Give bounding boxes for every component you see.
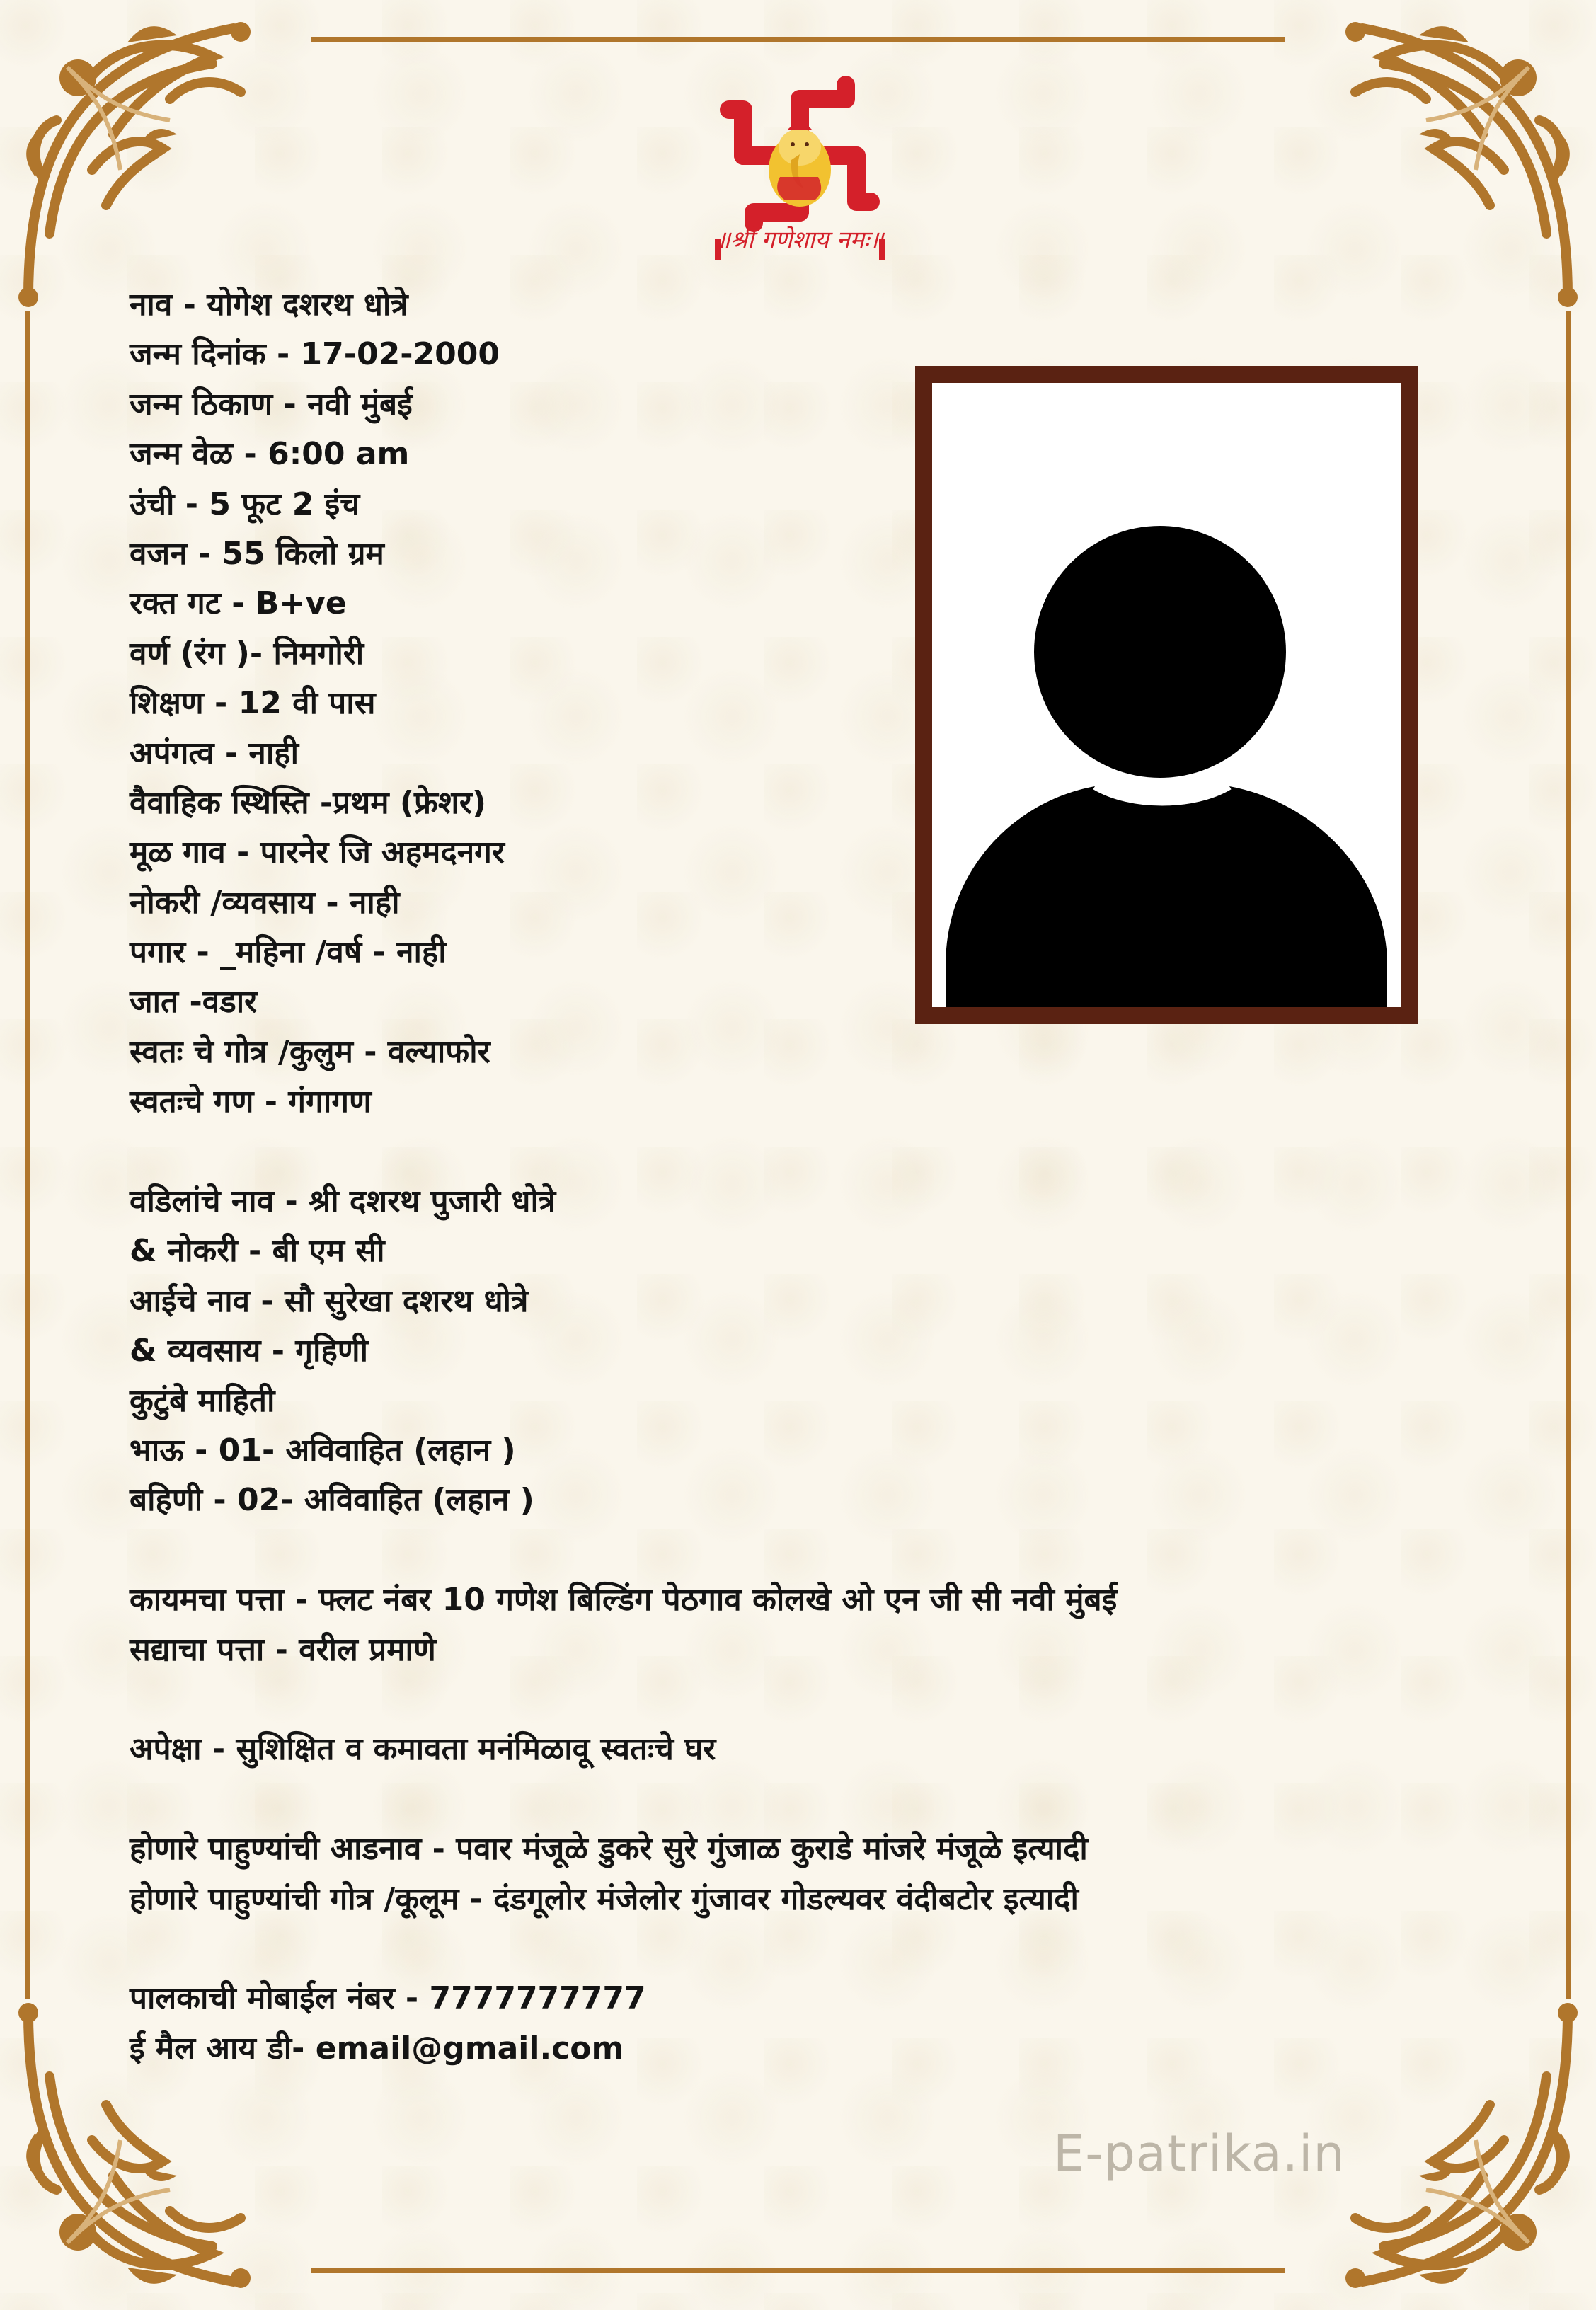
email-line: ई मैल आय डी- email@gmail.com [130,2030,624,2067]
current-address-line: सद्याचा पत्ता - वरील प्रमाणे [130,1631,436,1668]
brothers-line: भाऊ - 01- अविवाहित (लहान ) [130,1432,516,1469]
biodata-details [130,280,1276,2074]
logo-caption: ॥श्री गणेशाय नमः॥ [716,226,884,254]
father-name-line: वडिलांचे नाव - श्री दशरथ पुजारी धोत्रे [130,1183,556,1220]
corner-ornament-top-right [1263,0,1596,333]
section-gap [130,1526,1276,1575]
relatives-surnames-line: होणारे पाहुण्यांची आडनाव - पवार मंजूळे डुकरे सुरे गुंजाळ कुराडे मांजरे मंजूळे इत्यादी [130,1831,1088,1868]
family-info-heading: कुटुंबे माहिती [130,1382,275,1419]
father-job-line: & नोकरी - बी एम सी [130,1233,385,1270]
watermark: E-patrika.in [1053,2125,1345,2183]
birth-place-line: जन्म ठिकाण - नवी मुंबई [130,386,413,423]
gan-line: स्वतःचे गण - गंगागण [130,1084,372,1120]
section-gap [130,1924,1276,1974]
weight-line: वजन - 55 किलो ग्रम [130,535,384,572]
permanent-address-line: कायमचा पत्ता - फ्लट नंबर 10 गणेश बिल्डिंग पेठगाव कोलखे ओ एन जी सी नवी मुंबई [130,1582,1118,1619]
mother-occupation-line: & व्यवसाय - गृहिणी [130,1333,369,1369]
mother-name-line: आईचे नाव - सौ सुरेखा दशरथ धोत्रे [130,1282,529,1319]
salary-line: पगार - _महिना /वर्ष - नाही [130,934,447,971]
section-gap [130,1775,1276,1825]
native-place-line: मूळ गाव - पारनेर जि अहमदनगर [130,834,505,871]
section-gap [130,1127,1276,1177]
marital-status-line: वैवाहिक स्थिस्ति -प्रथम (फ्रेशर) [130,784,486,821]
name-line: नाव - योगेश दशरथ धोत्रे [130,287,408,323]
relatives-gotra-line: होणारे पाहुण्यांची गोत्र /कूलूम - दंडगूलोर मंजेलोर गुंजावर गोडल्यवर वंदीबटोर इत्यादी [130,1880,1079,1917]
section-gap [130,1675,1276,1725]
complexion-line: वर्ण (रंग )- निमगोरी [130,635,364,672]
parent-mobile-line: पालकाची मोबाईल नंबर - 7777777777 [130,1980,646,2017]
border-left-line [25,311,30,1999]
disability-line: अपंगत्व - नाही [130,735,299,771]
gotra-line: स्वतः चे गोत्र /कुलुम - वल्याफोर [130,1033,490,1070]
birth-date-line: जन्म दिनांक - 17-02-2000 [130,336,500,373]
caste-line: जात -वडार [130,984,258,1021]
border-right-line [1566,311,1571,1999]
expectation-line: अपेक्षा - सुशिक्षित व कमावता मनंमिळावू स्वतःचे घर [130,1731,716,1768]
sisters-line: बहिणी - 02- अविवाहित (लहान ) [130,1482,534,1519]
blood-group-line: रक्त गट - B+ve [130,585,347,622]
border-top-line [311,37,1285,42]
border-bottom-line [311,2268,1285,2273]
ganesha-logo [694,71,906,276]
education-line: शिक्षण - 12 वी पास [130,685,376,722]
birth-time-line: जन्म वेळ - 6:00 am [130,436,410,473]
occupation-line: नोकरी /व्यवसाय - नाही [130,884,400,921]
height-line: उंची - 5 फूट 2 इंच [130,485,360,522]
